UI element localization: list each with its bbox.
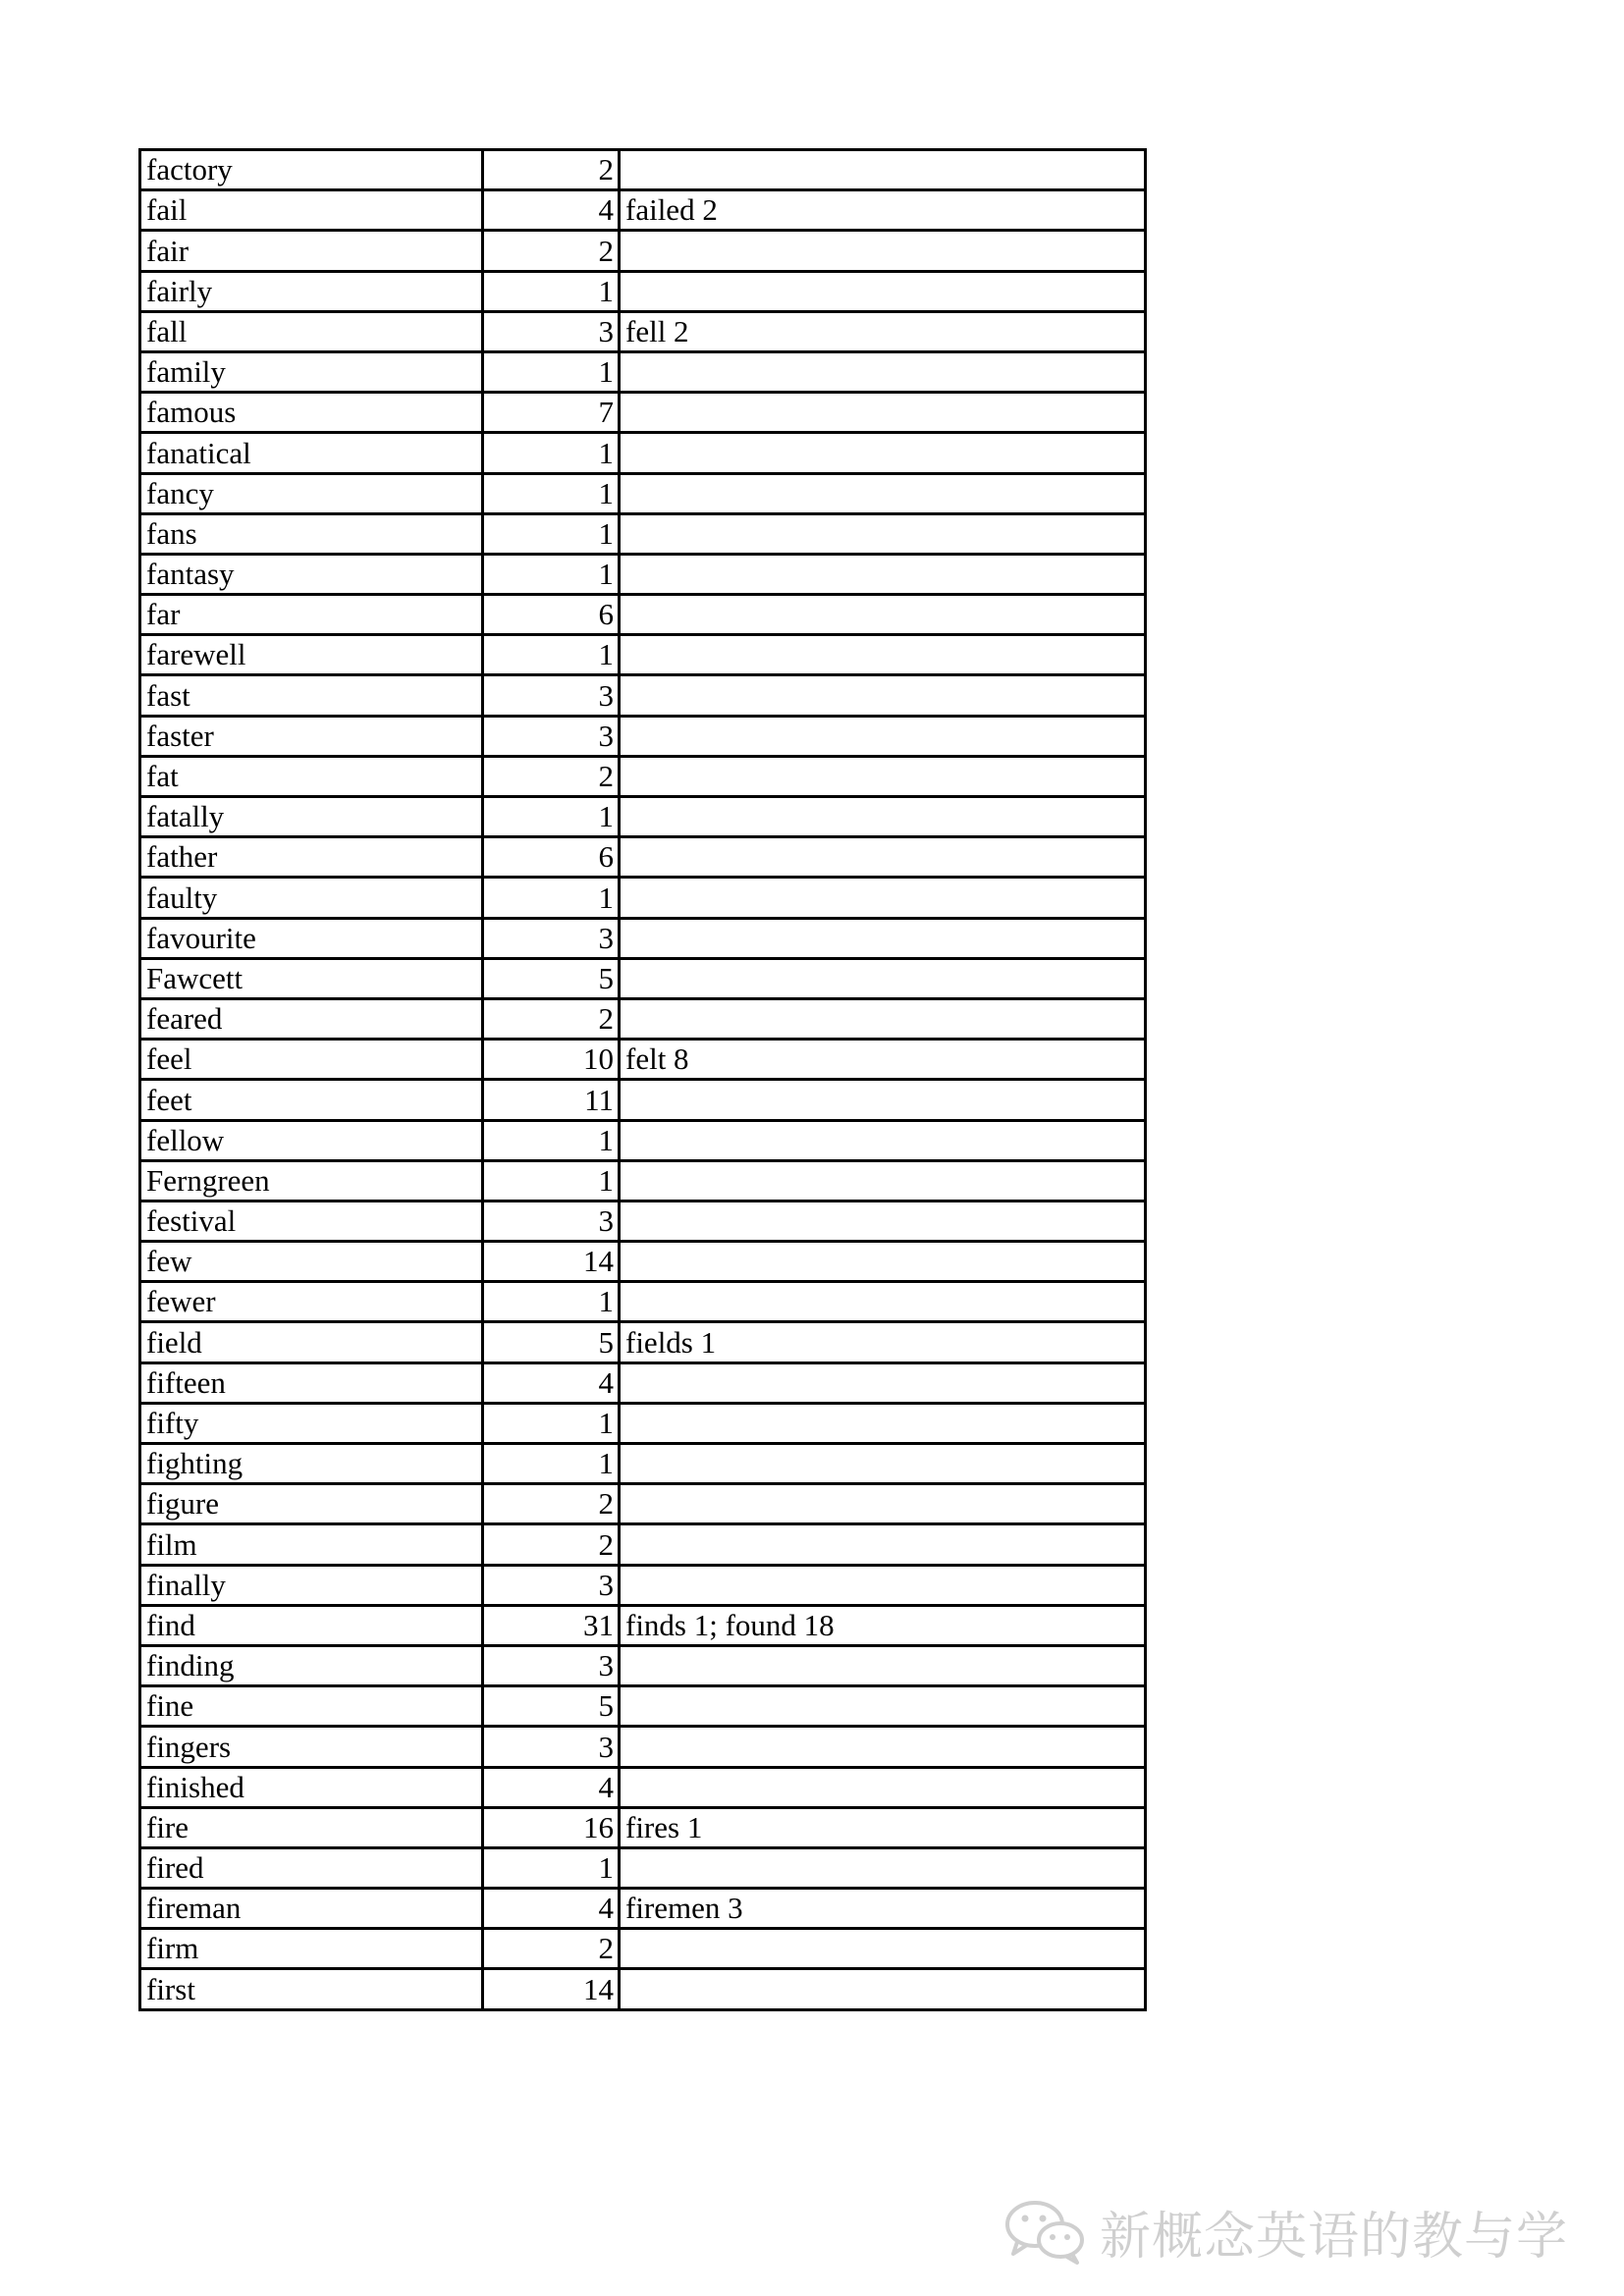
forms-cell: [620, 231, 1146, 271]
table-row: [140, 878, 1146, 918]
forms-cell: [620, 635, 1146, 675]
word-cell: finally: [140, 1565, 483, 1605]
forms-cell: [620, 473, 1146, 513]
count-cell: 1: [483, 513, 620, 554]
word-cell: feet: [140, 1080, 483, 1120]
table-row: [140, 433, 1146, 473]
word-cell: finding: [140, 1645, 483, 1685]
count-cell: 4: [483, 1889, 620, 1929]
word-cell: fast: [140, 675, 483, 716]
count-cell: 1: [483, 635, 620, 675]
table-row: [140, 1120, 1146, 1160]
table-row: [140, 797, 1146, 837]
table-row: [140, 351, 1146, 392]
word-cell: feel: [140, 1040, 483, 1080]
count-cell: 2: [483, 150, 620, 190]
word-cell: fellow: [140, 1120, 483, 1160]
word-cell: fingers: [140, 1727, 483, 1767]
forms-cell: [620, 797, 1146, 837]
count-cell: 1: [483, 878, 620, 918]
table-row: [140, 1484, 1146, 1524]
word-cell: family: [140, 351, 483, 392]
count-cell: 2: [483, 756, 620, 796]
table-row: [140, 716, 1146, 756]
forms-cell: [620, 998, 1146, 1039]
count-cell: 1: [483, 797, 620, 837]
count-cell: 3: [483, 311, 620, 351]
word-cell: fair: [140, 231, 483, 271]
table-row: [140, 1160, 1146, 1201]
count-cell: 2: [483, 1929, 620, 1969]
table-row: [140, 393, 1146, 433]
word-cell: find: [140, 1605, 483, 1645]
count-cell: 1: [483, 1160, 620, 1201]
word-cell: Ferngreen: [140, 1160, 483, 1201]
forms-cell: [620, 716, 1146, 756]
word-cell: field: [140, 1322, 483, 1362]
table-row: [140, 190, 1146, 231]
word-cell: Fawcett: [140, 958, 483, 998]
forms-cell: [620, 1080, 1146, 1120]
forms-cell: finds 1; found 18: [620, 1605, 1146, 1645]
forms-cell: [620, 271, 1146, 311]
word-cell: fantasy: [140, 554, 483, 594]
count-cell: 1: [483, 433, 620, 473]
word-cell: film: [140, 1524, 483, 1565]
count-cell: 1: [483, 554, 620, 594]
table-row: [140, 311, 1146, 351]
forms-cell: [620, 1362, 1146, 1403]
count-cell: 7: [483, 393, 620, 433]
table-row: [140, 1080, 1146, 1120]
word-cell: fancy: [140, 473, 483, 513]
word-cell: fired: [140, 1847, 483, 1888]
word-cell: festival: [140, 1201, 483, 1241]
count-cell: 2: [483, 998, 620, 1039]
count-cell: 3: [483, 1565, 620, 1605]
table-row: [140, 1767, 1146, 1807]
table-row: [140, 918, 1146, 958]
word-cell: father: [140, 837, 483, 878]
forms-cell: fell 2: [620, 311, 1146, 351]
word-cell: favourite: [140, 918, 483, 958]
table-row: [140, 1322, 1146, 1362]
word-cell: fairly: [140, 271, 483, 311]
count-cell: 1: [483, 1847, 620, 1888]
forms-cell: [620, 1686, 1146, 1727]
word-cell: feared: [140, 998, 483, 1039]
table-row: [140, 675, 1146, 716]
forms-cell: [620, 675, 1146, 716]
forms-cell: [620, 756, 1146, 796]
forms-cell: [620, 1282, 1146, 1322]
word-cell: fail: [140, 190, 483, 231]
table-row: [140, 1282, 1146, 1322]
count-cell: 5: [483, 1686, 620, 1727]
word-cell: fighting: [140, 1444, 483, 1484]
word-cell: fifty: [140, 1403, 483, 1443]
word-cell: far: [140, 595, 483, 635]
table-row: [140, 837, 1146, 878]
table-row: [140, 231, 1146, 271]
table-row: [140, 1727, 1146, 1767]
word-frequency-table: [138, 148, 1147, 2011]
table-row: [140, 958, 1146, 998]
count-cell: 6: [483, 837, 620, 878]
forms-cell: [620, 1403, 1146, 1443]
word-cell: farewell: [140, 635, 483, 675]
forms-cell: [620, 1565, 1146, 1605]
count-cell: 1: [483, 271, 620, 311]
word-cell: finished: [140, 1767, 483, 1807]
word-cell: fatally: [140, 797, 483, 837]
word-cell: fewer: [140, 1282, 483, 1322]
forms-cell: [620, 1847, 1146, 1888]
count-cell: 2: [483, 1524, 620, 1565]
word-cell: first: [140, 1969, 483, 2009]
forms-cell: [620, 1969, 1146, 2009]
count-cell: 2: [483, 231, 620, 271]
count-cell: 4: [483, 1362, 620, 1403]
forms-cell: [620, 1120, 1146, 1160]
table-row: [140, 1242, 1146, 1282]
forms-cell: [620, 1242, 1146, 1282]
forms-cell: [620, 1484, 1146, 1524]
forms-cell: felt 8: [620, 1040, 1146, 1080]
table-row: [140, 1524, 1146, 1565]
forms-cell: [620, 958, 1146, 998]
watermark: [1003, 2187, 1568, 2275]
table-body: [140, 150, 1146, 2010]
count-cell: 10: [483, 1040, 620, 1080]
forms-cell: [620, 150, 1146, 190]
count-cell: 1: [483, 1120, 620, 1160]
word-cell: firm: [140, 1929, 483, 1969]
table-row: [140, 1565, 1146, 1605]
forms-cell: [620, 513, 1146, 554]
table-row: [140, 1929, 1146, 1969]
forms-cell: [620, 554, 1146, 594]
word-cell: fine: [140, 1686, 483, 1727]
forms-cell: fields 1: [620, 1322, 1146, 1362]
table-row: [140, 1605, 1146, 1645]
count-cell: 3: [483, 918, 620, 958]
table-row: [140, 595, 1146, 635]
table-row: [140, 635, 1146, 675]
count-cell: 3: [483, 1645, 620, 1685]
word-cell: fanatical: [140, 433, 483, 473]
table-row: [140, 1889, 1146, 1929]
count-cell: 1: [483, 351, 620, 392]
table-row: [140, 756, 1146, 796]
forms-cell: [620, 393, 1146, 433]
table-row: [140, 1403, 1146, 1443]
forms-cell: [620, 595, 1146, 635]
table-row: [140, 513, 1146, 554]
word-cell: fall: [140, 311, 483, 351]
word-cell: fireman: [140, 1889, 483, 1929]
word-cell: fat: [140, 756, 483, 796]
word-cell: fifteen: [140, 1362, 483, 1403]
word-cell: figure: [140, 1484, 483, 1524]
table-row: [140, 150, 1146, 190]
count-cell: 3: [483, 1201, 620, 1241]
table-row: [140, 1686, 1146, 1727]
forms-cell: [620, 1444, 1146, 1484]
forms-cell: [620, 878, 1146, 918]
table-row: [140, 473, 1146, 513]
word-cell: few: [140, 1242, 483, 1282]
table-row: [140, 271, 1146, 311]
table-row: [140, 1201, 1146, 1241]
count-cell: 1: [483, 473, 620, 513]
forms-cell: failed 2: [620, 190, 1146, 231]
table-row: [140, 1362, 1146, 1403]
watermark-text: 新概念英语的教与学: [1100, 2207, 1569, 2267]
table-row: [140, 998, 1146, 1039]
forms-cell: [620, 1767, 1146, 1807]
forms-cell: firemen 3: [620, 1889, 1146, 1929]
count-cell: 14: [483, 1969, 620, 2009]
count-cell: 6: [483, 595, 620, 635]
word-cell: fans: [140, 513, 483, 554]
forms-cell: [620, 1160, 1146, 1201]
table-row: [140, 1040, 1146, 1080]
count-cell: 11: [483, 1080, 620, 1120]
table-row: [140, 1807, 1146, 1847]
count-cell: 14: [483, 1242, 620, 1282]
count-cell: 31: [483, 1605, 620, 1645]
forms-cell: [620, 918, 1146, 958]
forms-cell: [620, 1524, 1146, 1565]
word-cell: famous: [140, 393, 483, 433]
forms-cell: [620, 351, 1146, 392]
word-cell: factory: [140, 150, 483, 190]
count-cell: 3: [483, 1727, 620, 1767]
count-cell: 4: [483, 190, 620, 231]
table-row: [140, 1969, 1146, 2009]
table-row: [140, 1847, 1146, 1888]
word-cell: fire: [140, 1807, 483, 1847]
count-cell: 2: [483, 1484, 620, 1524]
forms-cell: [620, 1727, 1146, 1767]
forms-cell: [620, 433, 1146, 473]
word-cell: faulty: [140, 878, 483, 918]
forms-cell: [620, 1645, 1146, 1685]
count-cell: 1: [483, 1282, 620, 1322]
wechat-icon: [1003, 2197, 1086, 2266]
count-cell: 3: [483, 716, 620, 756]
forms-cell: fires 1: [620, 1807, 1146, 1847]
count-cell: 5: [483, 958, 620, 998]
count-cell: 1: [483, 1444, 620, 1484]
count-cell: 4: [483, 1767, 620, 1807]
count-cell: 1: [483, 1403, 620, 1443]
count-cell: 3: [483, 675, 620, 716]
forms-cell: [620, 837, 1146, 878]
table-row: [140, 1645, 1146, 1685]
table-row: [140, 554, 1146, 594]
word-cell: faster: [140, 716, 483, 756]
count-cell: 5: [483, 1322, 620, 1362]
forms-cell: [620, 1929, 1146, 1969]
forms-cell: [620, 1201, 1146, 1241]
count-cell: 16: [483, 1807, 620, 1847]
table-row: [140, 1444, 1146, 1484]
